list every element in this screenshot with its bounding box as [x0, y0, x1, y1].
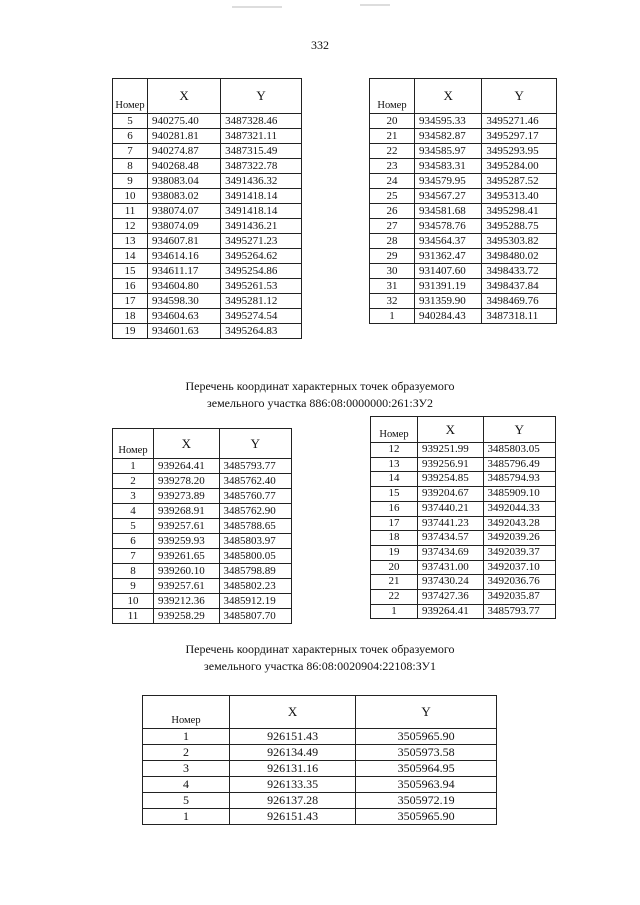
- x-coordinate-cell: 926151.43: [230, 729, 356, 745]
- y-coordinate-cell: 3485803.05: [483, 443, 555, 458]
- y-coordinate-cell: 3485803.97: [219, 534, 291, 549]
- table-row: [370, 234, 557, 249]
- table-row: [113, 324, 302, 339]
- point-number-cell: 17: [113, 294, 148, 309]
- y-coordinate-cell: 3485760.77: [219, 489, 291, 504]
- y-coordinate-cell: 3487321.11: [221, 129, 302, 144]
- y-coordinate-cell: 3505972.19: [356, 793, 497, 809]
- point-number-cell: 22: [370, 144, 415, 159]
- table-row: [113, 564, 292, 579]
- coordinates-table-zu2-right: [370, 416, 556, 619]
- table-row: [113, 264, 302, 279]
- point-number-cell: 15: [113, 264, 148, 279]
- y-coordinate-cell: 3505965.90: [356, 809, 497, 825]
- column-header-y: Y: [482, 79, 557, 114]
- table-row: [143, 745, 497, 761]
- y-coordinate-cell: 3495287.52: [482, 174, 557, 189]
- point-number-cell: 1: [371, 604, 418, 619]
- x-coordinate-cell: 934611.17: [148, 264, 221, 279]
- point-number-cell: 4: [113, 504, 154, 519]
- column-header-number: Номер: [113, 429, 154, 459]
- table-row: [113, 459, 292, 474]
- y-coordinate-cell: 3485796.49: [483, 457, 555, 472]
- table-row: [143, 793, 497, 809]
- table-row: [370, 159, 557, 174]
- y-coordinate-cell: 3491418.14: [221, 204, 302, 219]
- x-coordinate-cell: 926137.28: [230, 793, 356, 809]
- y-coordinate-cell: 3495281.12: [221, 294, 302, 309]
- table-row: [371, 443, 556, 458]
- point-number-cell: 18: [371, 531, 418, 546]
- x-coordinate-cell: 934583.31: [415, 159, 482, 174]
- point-number-cell: 11: [113, 609, 154, 624]
- y-coordinate-cell: 3485912.19: [219, 594, 291, 609]
- y-coordinate-cell: 3498433.72: [482, 264, 557, 279]
- x-coordinate-cell: 938083.04: [148, 174, 221, 189]
- point-number-cell: 22: [371, 590, 418, 605]
- y-coordinate-cell: 3487322.78: [221, 159, 302, 174]
- table-row: [113, 279, 302, 294]
- x-coordinate-cell: 939264.41: [154, 459, 220, 474]
- y-coordinate-cell: 3485762.90: [219, 504, 291, 519]
- point-number-cell: 13: [371, 457, 418, 472]
- x-coordinate-cell: 940274.87: [148, 144, 221, 159]
- table-row: [371, 545, 556, 560]
- x-coordinate-cell: 934581.68: [415, 204, 482, 219]
- x-coordinate-cell: 940284.43: [415, 309, 482, 324]
- x-coordinate-cell: 937434.69: [418, 545, 484, 560]
- point-number-cell: 13: [113, 234, 148, 249]
- x-coordinate-cell: 938083.02: [148, 189, 221, 204]
- y-coordinate-cell: 3485788.65: [219, 519, 291, 534]
- coordinates-table-main-right: [369, 78, 557, 324]
- x-coordinate-cell: 939256.91: [418, 457, 484, 472]
- y-coordinate-cell: 3492039.26: [483, 531, 555, 546]
- point-number-cell: 5: [113, 114, 148, 129]
- y-coordinate-cell: 3495298.41: [482, 204, 557, 219]
- column-header-y: Y: [356, 696, 497, 729]
- point-number-cell: 21: [370, 129, 415, 144]
- point-number-cell: 7: [113, 144, 148, 159]
- table-row: [370, 279, 557, 294]
- column-header-x: X: [148, 79, 221, 114]
- x-coordinate-cell: 937441.23: [418, 516, 484, 531]
- table-row: [113, 159, 302, 174]
- column-header-x: X: [154, 429, 220, 459]
- x-coordinate-cell: 938074.07: [148, 204, 221, 219]
- x-coordinate-cell: 939251.99: [418, 443, 484, 458]
- y-coordinate-cell: 3495271.46: [482, 114, 557, 129]
- table-row: [113, 579, 292, 594]
- y-coordinate-cell: 3505964.95: [356, 761, 497, 777]
- y-coordinate-cell: 3495264.62: [221, 249, 302, 264]
- point-number-cell: 23: [370, 159, 415, 174]
- y-coordinate-cell: 3495254.86: [221, 264, 302, 279]
- table-row: [113, 234, 302, 249]
- table-row: [371, 590, 556, 605]
- y-coordinate-cell: 3485807.70: [219, 609, 291, 624]
- x-coordinate-cell: 934585.97: [415, 144, 482, 159]
- x-coordinate-cell: 934614.16: [148, 249, 221, 264]
- point-number-cell: 8: [113, 159, 148, 174]
- x-coordinate-cell: 926134.49: [230, 745, 356, 761]
- table-row: [370, 129, 557, 144]
- point-number-cell: 12: [371, 443, 418, 458]
- table-row: [370, 174, 557, 189]
- y-coordinate-cell: 3491436.32: [221, 174, 302, 189]
- caption-zu1-line1: Перечень координат характерных точек образуемого: [185, 642, 455, 656]
- page-number: 332: [311, 38, 329, 52]
- point-number-cell: 1: [113, 459, 154, 474]
- y-coordinate-cell: 3487318.11: [482, 309, 557, 324]
- point-number-cell: 14: [113, 249, 148, 264]
- point-number-cell: 9: [113, 174, 148, 189]
- x-coordinate-cell: 931407.60: [415, 264, 482, 279]
- y-coordinate-cell: 3487328.46: [221, 114, 302, 129]
- table-row: [113, 144, 302, 159]
- y-coordinate-cell: 3495264.83: [221, 324, 302, 339]
- table-row: [371, 501, 556, 516]
- table-row: [143, 809, 497, 825]
- point-number-cell: 28: [370, 234, 415, 249]
- y-coordinate-cell: 3495271.23: [221, 234, 302, 249]
- point-number-cell: 17: [371, 516, 418, 531]
- column-header-y: Y: [483, 417, 555, 443]
- point-number-cell: 7: [113, 549, 154, 564]
- x-coordinate-cell: 926131.16: [230, 761, 356, 777]
- point-number-cell: 8: [113, 564, 154, 579]
- point-number-cell: 21: [371, 575, 418, 590]
- y-coordinate-cell: 3492037.10: [483, 560, 555, 575]
- table-row: [371, 472, 556, 487]
- x-coordinate-cell: 939257.61: [154, 519, 220, 534]
- table-row: [370, 204, 557, 219]
- table-row: [113, 549, 292, 564]
- point-number-cell: 5: [113, 519, 154, 534]
- table-row: [370, 114, 557, 129]
- table-row: [113, 594, 292, 609]
- caption-zu2-line2: земельного участка 886:08:0000000:261:ЗУ2: [207, 396, 433, 410]
- table-row: [113, 294, 302, 309]
- x-coordinate-cell: 940268.48: [148, 159, 221, 174]
- table-row: [371, 516, 556, 531]
- table-row: [113, 504, 292, 519]
- coordinates-table-main-left: [112, 78, 302, 339]
- x-coordinate-cell: 934582.87: [415, 129, 482, 144]
- point-number-cell: 18: [113, 309, 148, 324]
- table-row: [113, 534, 292, 549]
- point-number-cell: 1: [370, 309, 415, 324]
- x-coordinate-cell: 939278.20: [154, 474, 220, 489]
- point-number-cell: 26: [370, 204, 415, 219]
- table-row: [371, 531, 556, 546]
- y-coordinate-cell: 3495261.53: [221, 279, 302, 294]
- x-coordinate-cell: 939268.91: [154, 504, 220, 519]
- x-coordinate-cell: 934564.37: [415, 234, 482, 249]
- y-coordinate-cell: 3495293.95: [482, 144, 557, 159]
- x-coordinate-cell: 934595.33: [415, 114, 482, 129]
- point-number-cell: 19: [371, 545, 418, 560]
- y-coordinate-cell: 3492039.37: [483, 545, 555, 560]
- point-number-cell: 11: [113, 204, 148, 219]
- y-coordinate-cell: 3495297.17: [482, 129, 557, 144]
- point-number-cell: 19: [113, 324, 148, 339]
- table-row: [370, 219, 557, 234]
- x-coordinate-cell: 937427.36: [418, 590, 484, 605]
- point-number-cell: 16: [113, 279, 148, 294]
- column-header-number: Номер: [371, 417, 418, 443]
- table-row: [371, 487, 556, 502]
- y-coordinate-cell: 3495313.40: [482, 189, 557, 204]
- table-row: [113, 174, 302, 189]
- x-coordinate-cell: 939261.65: [154, 549, 220, 564]
- y-coordinate-cell: 3485802.23: [219, 579, 291, 594]
- y-coordinate-cell: 3485909.10: [483, 487, 555, 502]
- point-number-cell: 5: [143, 793, 230, 809]
- y-coordinate-cell: 3491418.14: [221, 189, 302, 204]
- x-coordinate-cell: 934598.30: [148, 294, 221, 309]
- caption-zu1-line2: земельного участка 86:08:0020904:22108:ЗУ1: [204, 659, 436, 673]
- point-number-cell: 6: [113, 129, 148, 144]
- point-number-cell: 29: [370, 249, 415, 264]
- x-coordinate-cell: 934579.95: [415, 174, 482, 189]
- x-coordinate-cell: 931362.47: [415, 249, 482, 264]
- table-row: [113, 204, 302, 219]
- column-header-x: X: [415, 79, 482, 114]
- y-coordinate-cell: 3485762.40: [219, 474, 291, 489]
- x-coordinate-cell: 940275.40: [148, 114, 221, 129]
- x-coordinate-cell: 940281.81: [148, 129, 221, 144]
- point-number-cell: 27: [370, 219, 415, 234]
- x-coordinate-cell: 939259.93: [154, 534, 220, 549]
- x-coordinate-cell: 934607.81: [148, 234, 221, 249]
- table-row: [113, 519, 292, 534]
- table-row: [113, 219, 302, 234]
- point-number-cell: 9: [113, 579, 154, 594]
- caption-zu1: [0, 641, 640, 675]
- table-row: [113, 189, 302, 204]
- point-number-cell: 20: [370, 114, 415, 129]
- point-number-cell: 15: [371, 487, 418, 502]
- x-coordinate-cell: 926151.43: [230, 809, 356, 825]
- x-coordinate-cell: 934578.76: [415, 219, 482, 234]
- point-number-cell: 14: [371, 472, 418, 487]
- x-coordinate-cell: 939264.41: [418, 604, 484, 619]
- y-coordinate-cell: 3485793.77: [483, 604, 555, 619]
- x-coordinate-cell: 934601.63: [148, 324, 221, 339]
- x-coordinate-cell: 934567.27: [415, 189, 482, 204]
- point-number-cell: 25: [370, 189, 415, 204]
- x-coordinate-cell: 934604.63: [148, 309, 221, 324]
- point-number-cell: 16: [371, 501, 418, 516]
- x-coordinate-cell: 939260.10: [154, 564, 220, 579]
- y-coordinate-cell: 3487315.49: [221, 144, 302, 159]
- column-header-x: X: [230, 696, 356, 729]
- y-coordinate-cell: 3485798.89: [219, 564, 291, 579]
- point-number-cell: 2: [143, 745, 230, 761]
- table-row: [113, 609, 292, 624]
- table-row: [113, 489, 292, 504]
- point-number-cell: 6: [113, 534, 154, 549]
- table-row: [113, 129, 302, 144]
- x-coordinate-cell: 939254.85: [418, 472, 484, 487]
- y-coordinate-cell: 3498437.84: [482, 279, 557, 294]
- table-row: [113, 249, 302, 264]
- y-coordinate-cell: 3492044.33: [483, 501, 555, 516]
- y-coordinate-cell: 3495288.75: [482, 219, 557, 234]
- point-number-cell: 10: [113, 189, 148, 204]
- table-row: [370, 144, 557, 159]
- table-row: [370, 309, 557, 324]
- table-row: [370, 189, 557, 204]
- table-row: [371, 575, 556, 590]
- y-coordinate-cell: 3492043.28: [483, 516, 555, 531]
- x-coordinate-cell: 939273.89: [154, 489, 220, 504]
- table-row: [143, 777, 497, 793]
- y-coordinate-cell: 3485793.77: [219, 459, 291, 474]
- y-coordinate-cell: 3495303.82: [482, 234, 557, 249]
- x-coordinate-cell: 931391.19: [415, 279, 482, 294]
- y-coordinate-cell: 3505965.90: [356, 729, 497, 745]
- x-coordinate-cell: 939257.61: [154, 579, 220, 594]
- point-number-cell: 10: [113, 594, 154, 609]
- x-coordinate-cell: 939258.29: [154, 609, 220, 624]
- y-coordinate-cell: 3485794.93: [483, 472, 555, 487]
- y-coordinate-cell: 3492036.76: [483, 575, 555, 590]
- table-row: [371, 457, 556, 472]
- caption-zu2-line1: Перечень координат характерных точек образуемого: [185, 379, 455, 393]
- table-row: [370, 294, 557, 309]
- column-header-x: X: [418, 417, 484, 443]
- table-row: [370, 249, 557, 264]
- table-row: [371, 560, 556, 575]
- y-coordinate-cell: 3498469.76: [482, 294, 557, 309]
- x-coordinate-cell: 934604.80: [148, 279, 221, 294]
- point-number-cell: 2: [113, 474, 154, 489]
- table-row: [113, 474, 292, 489]
- point-number-cell: 4: [143, 777, 230, 793]
- y-coordinate-cell: 3498480.02: [482, 249, 557, 264]
- point-number-cell: 1: [143, 809, 230, 825]
- point-number-cell: 31: [370, 279, 415, 294]
- x-coordinate-cell: 939204.67: [418, 487, 484, 502]
- table-row: [143, 729, 497, 745]
- x-coordinate-cell: 937431.00: [418, 560, 484, 575]
- x-coordinate-cell: 931359.90: [415, 294, 482, 309]
- point-number-cell: 20: [371, 560, 418, 575]
- point-number-cell: 24: [370, 174, 415, 189]
- column-header-number: Номер: [143, 696, 230, 729]
- table-row: [113, 309, 302, 324]
- point-number-cell: 1: [143, 729, 230, 745]
- table-row: [113, 114, 302, 129]
- y-coordinate-cell: 3485800.05: [219, 549, 291, 564]
- y-coordinate-cell: 3491436.21: [221, 219, 302, 234]
- table-row: [143, 761, 497, 777]
- table-row: [370, 264, 557, 279]
- point-number-cell: 32: [370, 294, 415, 309]
- x-coordinate-cell: 937440.21: [418, 501, 484, 516]
- y-coordinate-cell: 3492035.87: [483, 590, 555, 605]
- point-number-cell: 3: [113, 489, 154, 504]
- y-coordinate-cell: 3495284.00: [482, 159, 557, 174]
- y-coordinate-cell: 3505963.94: [356, 777, 497, 793]
- x-coordinate-cell: 937430.24: [418, 575, 484, 590]
- caption-zu2: [0, 378, 640, 412]
- column-header-y: Y: [219, 429, 291, 459]
- x-coordinate-cell: 937434.57: [418, 531, 484, 546]
- scan-smudge: [232, 6, 282, 8]
- point-number-cell: 3: [143, 761, 230, 777]
- x-coordinate-cell: 926133.35: [230, 777, 356, 793]
- table-row: [371, 604, 556, 619]
- point-number-cell: 30: [370, 264, 415, 279]
- coordinates-table-zu1: [142, 695, 497, 825]
- column-header-number: Номер: [113, 79, 148, 114]
- y-coordinate-cell: 3495274.54: [221, 309, 302, 324]
- column-header-y: Y: [221, 79, 302, 114]
- point-number-cell: 12: [113, 219, 148, 234]
- y-coordinate-cell: 3505973.58: [356, 745, 497, 761]
- x-coordinate-cell: 939212.36: [154, 594, 220, 609]
- column-header-number: Номер: [370, 79, 415, 114]
- x-coordinate-cell: 938074.09: [148, 219, 221, 234]
- coordinates-table-zu2-left: [112, 428, 292, 624]
- scan-smudge: [360, 4, 390, 6]
